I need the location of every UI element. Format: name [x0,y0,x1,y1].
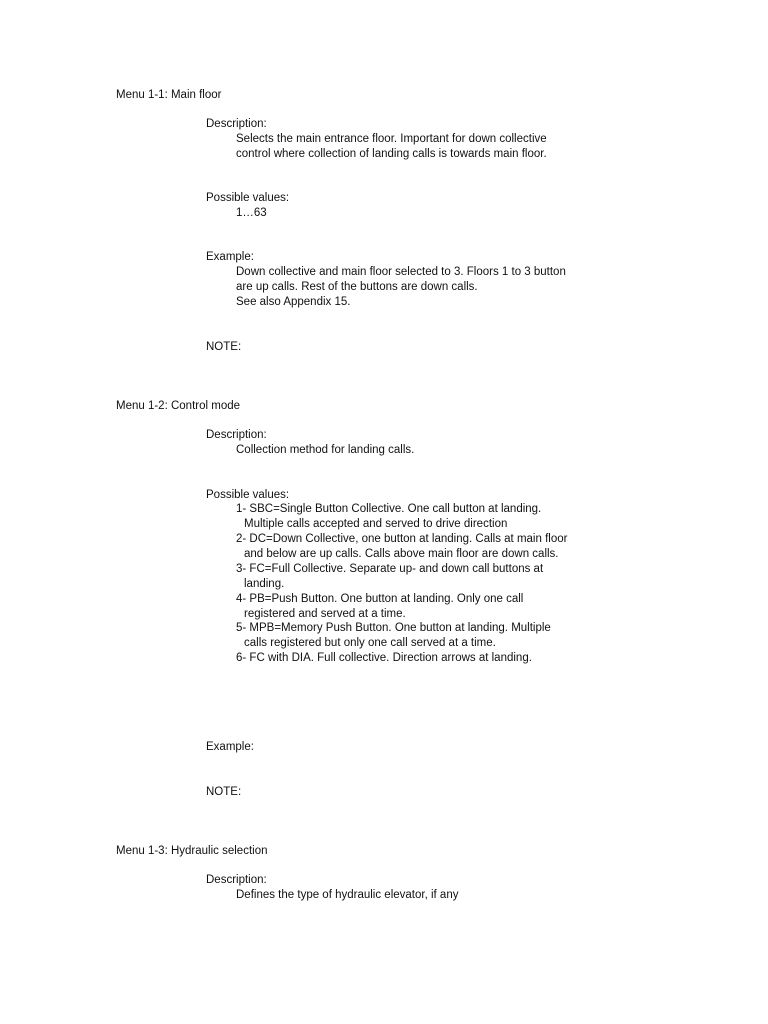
menu-1-2-note-label: NOTE: [206,786,242,798]
menu-1-2-heading: Menu 1-2: Control mode [116,400,241,412]
control-mode-value-continued: calls registered but only one call served at a time. [244,637,496,649]
menu-1-3-description-label: Description: [206,874,267,886]
menu-1-1-example-line: See also Appendix 15. [236,296,351,308]
menu-1-1-description-line: Selects the main entrance floor. Important for down collective [236,133,547,145]
menu-1-1-description-label: Description: [206,118,267,130]
menu-1-1-description-line: control where collection of landing calls is towards main floor. [236,148,547,160]
control-mode-value: 5- MPB=Memory Push Button. One button at landing. Multiple [236,622,551,634]
control-mode-value: 2- DC=Down Collective, one button at landing. Calls at main floor [236,533,568,545]
control-mode-value: 1- SBC=Single Button Collective. One call button at landing. [236,503,542,515]
control-mode-value-continued: registered and served at a time. [244,608,406,620]
menu-1-2-description: Collection method for landing calls. [236,444,415,456]
menu-1-1-example-label: Example: [206,251,254,263]
control-mode-value: 4- PB=Push Button. One button at landing. Only one call [236,593,524,605]
menu-1-2-possible-values-label: Possible values: [206,489,290,501]
control-mode-value-continued: landing. [244,578,285,590]
menu-1-2-example-label: Example: [206,741,254,753]
menu-1-3-heading: Menu 1-3: Hydraulic selection [116,845,268,857]
menu-1-1-note-label: NOTE: [206,341,242,353]
control-mode-value: 6- FC with DIA. Full collective. Direction arrows at landing. [236,652,532,664]
control-mode-value-continued: Multiple calls accepted and served to drive direction [244,518,508,530]
control-mode-value: 3- FC=Full Collective. Separate up- and down call buttons at [236,563,544,575]
menu-1-1-example-line: Down collective and main floor selected to 3. Floors 1 to 3 button [236,266,566,278]
menu-1-3-description: Defines the type of hydraulic elevator, if any [236,889,459,901]
menu-1-1-possible-values: 1…63 [236,207,267,219]
control-mode-value-continued: and below are up calls. Calls above main floor are down calls. [244,548,559,560]
menu-1-1-example-line: are up calls. Rest of the buttons are down calls. [236,281,478,293]
menu-1-1-heading: Menu 1-1: Main floor [116,89,222,101]
menu-1-2-description-label: Description: [206,429,267,441]
menu-1-1-possible-values-label: Possible values: [206,192,290,204]
